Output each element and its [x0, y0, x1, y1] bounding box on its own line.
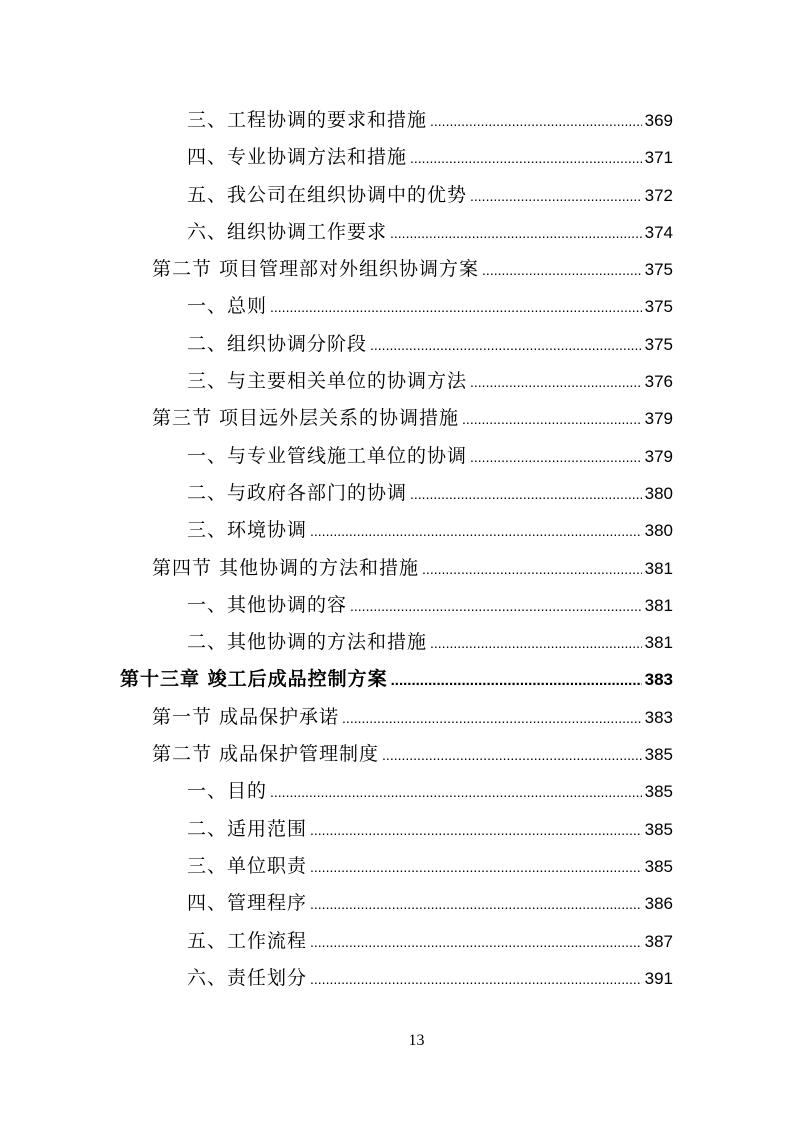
dot-leader	[422, 551, 642, 588]
toc-entry-title: 第十三章 竣工后成品控制方案	[120, 668, 388, 691]
toc-section-entry[interactable]	[120, 736, 673, 773]
toc-entry-page: 385	[644, 745, 673, 765]
dot-leader	[430, 625, 642, 662]
toc-entry-title: 五、我公司在组织协调中的优势	[187, 183, 468, 206]
toc-entry-page: 381	[644, 633, 673, 653]
toc-entry[interactable]	[120, 811, 673, 848]
toc-entry-title: 第三节 项目远外层关系的协调措施	[152, 407, 460, 430]
toc-entry[interactable]	[120, 139, 673, 176]
toc-entry-title: 六、组织协调工作要求	[187, 220, 388, 243]
toc-entry-page: 385	[644, 819, 673, 839]
toc-entry[interactable]	[120, 438, 673, 475]
dot-leader	[350, 588, 642, 625]
toc-entry-title: 二、与政府各部门的协调	[187, 481, 408, 504]
toc-entry-title: 一、总则	[187, 295, 268, 318]
toc-entry-page: 374	[644, 222, 673, 242]
toc-section-entry[interactable]	[120, 251, 673, 288]
page-number: 13	[408, 1032, 425, 1049]
toc-section-entry[interactable]	[120, 550, 673, 587]
toc-entry[interactable]	[120, 848, 673, 885]
toc-entry-page: 381	[644, 558, 673, 578]
toc-entry-page: 383	[644, 670, 673, 690]
toc-section-entry[interactable]	[120, 699, 673, 736]
dot-leader	[482, 252, 642, 289]
toc-entry-title: 四、管理程序	[187, 892, 308, 915]
toc-entry-page: 379	[644, 409, 673, 429]
toc-entry-page: 372	[644, 185, 673, 205]
dot-leader	[390, 215, 642, 252]
toc-entry-page: 376	[644, 372, 673, 392]
toc-entry-title: 第一节 成品保护承诺	[152, 705, 340, 728]
dot-leader	[270, 289, 642, 326]
toc-entry[interactable]	[120, 885, 673, 922]
dot-leader	[310, 961, 642, 998]
dot-leader	[470, 439, 642, 476]
dot-leader	[342, 700, 642, 737]
dot-leader	[462, 401, 642, 438]
toc-entry[interactable]	[120, 512, 673, 549]
toc-entry[interactable]	[120, 177, 673, 214]
table-of-contents	[120, 102, 673, 997]
toc-entry-page: 380	[644, 521, 673, 541]
toc-entry[interactable]	[120, 363, 673, 400]
toc-entry-title: 三、单位职责	[187, 854, 308, 877]
toc-entry-page: 369	[644, 111, 673, 130]
toc-entry[interactable]	[120, 214, 673, 251]
toc-entry-page: 375	[644, 334, 673, 354]
toc-entry-page: 391	[644, 968, 673, 988]
dot-leader	[391, 662, 642, 699]
dot-leader	[410, 476, 642, 513]
toc-entry-title: 二、其他协调的方法和措施	[187, 631, 428, 654]
toc-entry[interactable]	[120, 773, 673, 810]
toc-entry-page: 379	[644, 446, 673, 466]
toc-entry-page: 380	[644, 483, 673, 503]
toc-entry-title: 一、其他协调的容	[187, 593, 348, 616]
dot-leader	[310, 513, 642, 550]
toc-entry-title: 四、专业协调方法和措施	[187, 146, 408, 169]
toc-entry-title: 二、适用范围	[187, 817, 308, 840]
dot-leader	[270, 774, 642, 811]
dot-leader	[370, 327, 642, 364]
dot-leader	[410, 140, 642, 177]
toc-entry-page: 381	[644, 595, 673, 615]
toc-entry[interactable]	[120, 326, 673, 363]
toc-entry-page: 375	[644, 260, 673, 280]
toc-entry-page: 385	[644, 856, 673, 876]
dot-leader	[470, 178, 642, 215]
dot-leader	[430, 103, 642, 140]
dot-leader	[310, 849, 642, 886]
toc-entry[interactable]	[120, 960, 673, 997]
toc-entry-title: 六、责任划分	[187, 966, 308, 989]
toc-entry[interactable]	[120, 288, 673, 325]
dot-leader	[310, 812, 642, 849]
toc-entry-page: 386	[644, 894, 673, 914]
dot-leader	[310, 924, 642, 961]
toc-entry[interactable]	[120, 923, 673, 960]
toc-entry-title: 五、工作流程	[187, 929, 308, 952]
toc-entry-title: 第二节 项目管理部对外组织协调方案	[152, 258, 480, 281]
toc-entry-page: 385	[644, 782, 673, 802]
toc-entry[interactable]	[120, 475, 673, 512]
dot-leader	[310, 886, 642, 923]
toc-section-entry[interactable]	[120, 400, 673, 437]
toc-entry-page: 383	[644, 707, 673, 727]
toc-entry-title: 第二节 成品保护管理制度	[152, 743, 380, 766]
dot-leader	[470, 364, 642, 401]
toc-entry[interactable]	[120, 587, 673, 624]
toc-entry[interactable]	[120, 624, 673, 661]
toc-entry-title: 一、与专业管线施工单位的协调	[187, 444, 468, 467]
toc-entry-title: 三、与主要相关单位的协调方法	[187, 370, 468, 393]
toc-entry-page: 387	[644, 931, 673, 951]
dot-leader	[382, 737, 642, 774]
toc-entry-title: 一、目的	[187, 780, 268, 803]
toc-entry-title: 三、环境协调	[187, 519, 308, 542]
toc-entry-title: 二、组织协调分阶段	[187, 332, 368, 355]
toc-entry-page: 375	[644, 297, 673, 317]
toc-entry-page: 371	[644, 148, 673, 168]
toc-entry[interactable]	[120, 102, 673, 139]
toc-entry-title: 第四节 其他协调的方法和措施	[152, 556, 420, 579]
toc-entry-title: 三、工程协调的要求和措施	[187, 109, 428, 131]
toc-chapter-entry[interactable]	[120, 661, 673, 698]
